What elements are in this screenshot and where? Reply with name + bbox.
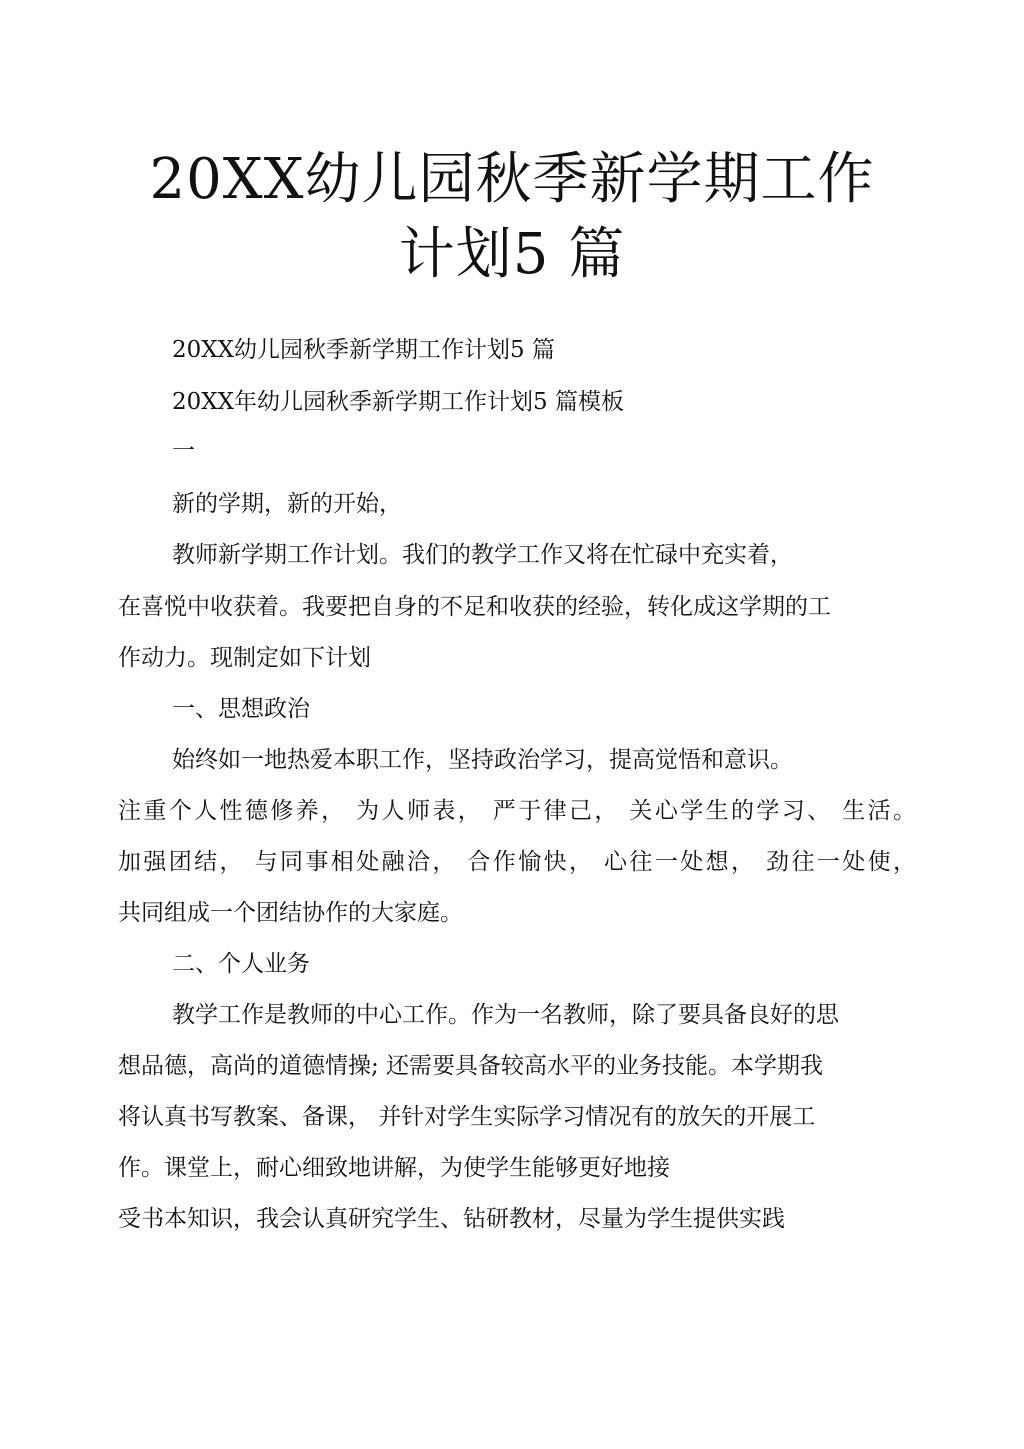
document-title-line-2: 计划5 篇 xyxy=(398,222,626,287)
paragraph-line: 将认真书写教案、备课， 并针对学生实际学习情况有的放矢的开展工 xyxy=(118,1104,816,1130)
document-title-line-1: 20XX幼儿园秋季新学期工作 xyxy=(149,147,875,212)
paragraph-line: 在喜悦中收获着。我要把自身的不足和收获的经验，转化成这学期的工 xyxy=(118,594,831,620)
paragraph-line: 新的学期，新的开始， xyxy=(172,491,402,517)
paragraph-line: 受书本知识，我会认真研究学生、钻研教材，尽量为学生提供实践 xyxy=(118,1206,785,1232)
paragraph-line: 注重个人性德修养， 为人师表， 严于律己， 关心学生的学习、 生活。 xyxy=(118,798,916,824)
paragraph-line: 加强团结， 与同事相处融洽， 合作愉快， 心往一处想， 劲往一处使， xyxy=(118,849,916,875)
paragraph-line: 作。课堂上，耐心细致地讲解，为使学生能够更好地接 xyxy=(118,1155,670,1181)
paragraph-line: 想品德，高尚的道德情操; 还需要具备较高水平的业务技能。本学期我 xyxy=(118,1053,824,1079)
paragraph-line: 教学工作是教师的中心工作。作为一名教师，除了要具备良好的思 xyxy=(172,1002,839,1028)
section-heading: 一、思想政治 xyxy=(172,696,310,722)
subtitle-template-line: 20XX年幼儿园秋季新学期工作计划5 篇模板 xyxy=(172,389,624,415)
paragraph-line: 教师新学期工作计划。我们的教学工作又将在忙碌中充实着， xyxy=(172,542,793,568)
section-number: 一 xyxy=(172,438,195,464)
paragraph-line: 始终如一地热爱本职工作，坚持政治学习，提高觉悟和意识。 xyxy=(172,747,793,773)
subtitle-line: 20XX幼儿园秋季新学期工作计划5 篇 xyxy=(172,337,555,363)
paragraph-line: 共同组成一个团结协作的大家庭。 xyxy=(118,900,463,926)
paragraph-line: 作动力。现制定如下计划 xyxy=(118,645,371,671)
section-heading: 二、个人业务 xyxy=(172,951,310,977)
